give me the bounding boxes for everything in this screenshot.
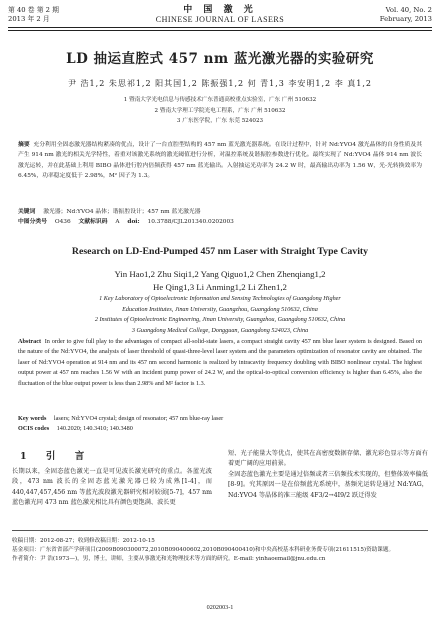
keywords-en-label: Key words <box>18 415 47 422</box>
authors-en-line-1: Yin Hao1,2 Zhu Siqi1,2 Yang Qiguo1,2 Chen Zhenqiang1,2 <box>114 269 326 279</box>
ocis-label: OCIS codes <box>18 425 50 433</box>
affiliation-en-3: 3 Guangdong Medical College, Dongguan, Guangdong 524023, China <box>131 326 309 334</box>
clc-label: 中图分类号 <box>18 219 47 226</box>
keywords-cn: 激光器；Nd:YVO4 晶体；谐振腔设计；457 nm 蓝光激光器 <box>43 209 201 215</box>
page-number: 0202003-1 <box>206 604 234 611</box>
funding-note: 基金项目：广东省省部产学研项目(2009B090300072,2010B090400602,2010B090400410)和中央高校基本科研业务费专项(21611515)资助课题。 <box>12 547 395 553</box>
header-right <box>380 6 432 24</box>
journal-name-en: CHINESE JOURNAL OF LASERS <box>155 15 285 24</box>
doc-code: A <box>115 219 120 226</box>
affiliation-cn-3: 3 广东医学院，广东 东莞 524023 <box>176 118 264 124</box>
volume-cn: 第 40 卷 第 2 期 <box>8 6 59 14</box>
classification-row <box>18 217 422 227</box>
journal-name-cn: 中 国 激 光 <box>183 5 257 15</box>
header-center <box>8 6 432 24</box>
abstract-en-text: In order to give full play to the advantages of compact all-solid-state lasers, a compact straight cavity 457 nm blue laser system is designed. Based on the nature of the Nd:YVO4, the analysis of laser threshold of quasi-three-level laser system and the parameters optimization of resonator cavity are obtained. The laser of Nd:YVO4 operation at 914 nm and its 457 nm second harmonic is realized by intracavity frequency doubling with BIBO nonlinear crystal. The highest output power at 457 nm reaches 1.56 W with an incident pump power of 24.2 W, and the optical-to-optical conversion efficiency is higher than 6.45%, also the fluctuation of the blue output power is less than 2.98% and M² factor is 1.3. <box>18 338 422 387</box>
header-rule-top <box>8 27 432 28</box>
doc-code-label: 文献标识码 <box>78 219 108 226</box>
received-date: 收稿日期：2012-08-27；收到修改稿日期：2012-10-15 <box>12 538 155 544</box>
clc-code: O436 <box>54 219 71 226</box>
affiliation-cn-2: 2 暨南大学理工学院光电工程系，广东 广州 510632 <box>154 107 286 114</box>
section-1-title: 1 引 言 <box>20 451 93 462</box>
title-en: Research on LD-End-Pumped 457 nm Laser with Straight Type Cavity <box>71 246 369 257</box>
meta-cn <box>18 207 422 228</box>
meta-en <box>18 414 422 435</box>
authors-en-line-2: He Qing1,3 Li Anming1,2 Li Zhen1,2 <box>153 282 287 292</box>
affiliation-en-2: 2 Institutes of Optoelectronic Engineering, Jinan University, Guangzhou, Guangdong 510632, China <box>94 316 346 323</box>
keywords-cn-label: 关键词 <box>18 209 36 215</box>
date-en: February, 2013 <box>379 15 432 23</box>
doi-label: doi: <box>127 219 140 226</box>
title-cn: LD 抽运直腔式 457 nm 蓝光激光器的实验研究 <box>66 51 374 67</box>
body-right-text: 短、光子能量大等优点，使其在高密度数据存储、激光彩色显示等方面有着更广阔的应用前景。 全固态蓝色激光主要是通过倍频或者三倍频技术实现的，但整体效率偏低[8-9]。究其原因一是在倍频蓝光系统中，基频光运转是通过 Nd:YAG，Nd:YVO4 等晶体的准三能级 4F3/2→4I9/2 跃迁得发 <box>228 450 428 499</box>
keywords-en: lasers; Nd:YVO4 crystal; design of resonator; 457 nm blue-ray laser <box>53 415 224 422</box>
doi: 10.3788/CJL201340.0202003 <box>147 219 234 226</box>
body-column-left <box>12 449 212 509</box>
author-bio: 作者简介：尹 浩(1973—)，男，博士，讲师，主要从事激光和光物理技术等方面的研究。E-mail: yinhaoemail@jnu.edu.cn <box>12 556 326 562</box>
affiliations-en <box>0 294 440 336</box>
abstract-cn-label: 摘要 <box>18 142 30 148</box>
abstract-cn-text: 充分利用全固态激光器结构紧凑的优点，设计了一台直腔型结构的 457 nm 蓝光激光器系统。在设计过程中，针对 Nd:YVO4 激光晶体的自身性质及其产生 914 nm 激光的相关光学特性，着重对该激光系统的激光阈值进行分析，对温控系统及谐振腔参数进行优化。最终实现了 Nd:YVO4 晶体 914 nm 波长激光运转，并在此基础上利用 BIBO 晶体进行腔内倍频获得 457 nm 蓝光输出。入射抽运光功率为 24.2 W 时，最高输出功率为 1.56 W，光-光转换效率为 6.45%，功率稳定度低于 2.98%，M² 因子为 1.3。 <box>18 142 422 179</box>
affiliation-en-1b: Education Institutes, Jinan University, Guangzhou, Guangdong 510632, China <box>122 305 318 313</box>
affiliation-cn-1: 1 暨南大学光电信息与传感技术广东普通高校重点实验室，广东 广州 510632 <box>123 97 317 103</box>
ocis-row <box>18 424 422 434</box>
keywords-cn-row <box>18 207 422 217</box>
date-cn: 2013 年 2 月 <box>8 15 50 23</box>
body-left-text: 长期以来，全固态蓝色激光一直是可见波长激光研究的重点。各蓝光波段，473 nm 波长的全固态蓝光激光器已较为成熟[1-4]，而 440,447,457,456 nm 等蓝光波段激光器研究相对较弱[5-7]，457 nm 蓝色激光同 473 nm 蓝色激光相比具有颜色更饱满、波长更 <box>12 468 212 507</box>
ocis-codes: 140.2020; 140.3410; 140.3480 <box>56 425 133 433</box>
authors-cn: 尹 浩1,2 朱思祁1,2 阳其国1,2 陈振强1,2 何 青1,3 李安明1,2 李 真1,2 <box>68 79 372 88</box>
header-rule-bottom <box>8 30 432 31</box>
footnotes <box>12 530 428 564</box>
affiliations-cn <box>0 95 440 127</box>
volume-en: Vol. 40, No. 2 <box>385 6 432 14</box>
body-column-right <box>228 449 428 501</box>
abstract-en-label: Abstract <box>18 338 42 345</box>
affiliation-en-1a: 1 Key Laboratory of Optoelectronic Information and Sensing Technologies of Guangdong Higher <box>99 295 341 302</box>
authors-en <box>0 268 440 294</box>
abstract-en <box>18 337 422 389</box>
keywords-en-row <box>18 414 422 424</box>
abstract-cn <box>18 140 422 181</box>
